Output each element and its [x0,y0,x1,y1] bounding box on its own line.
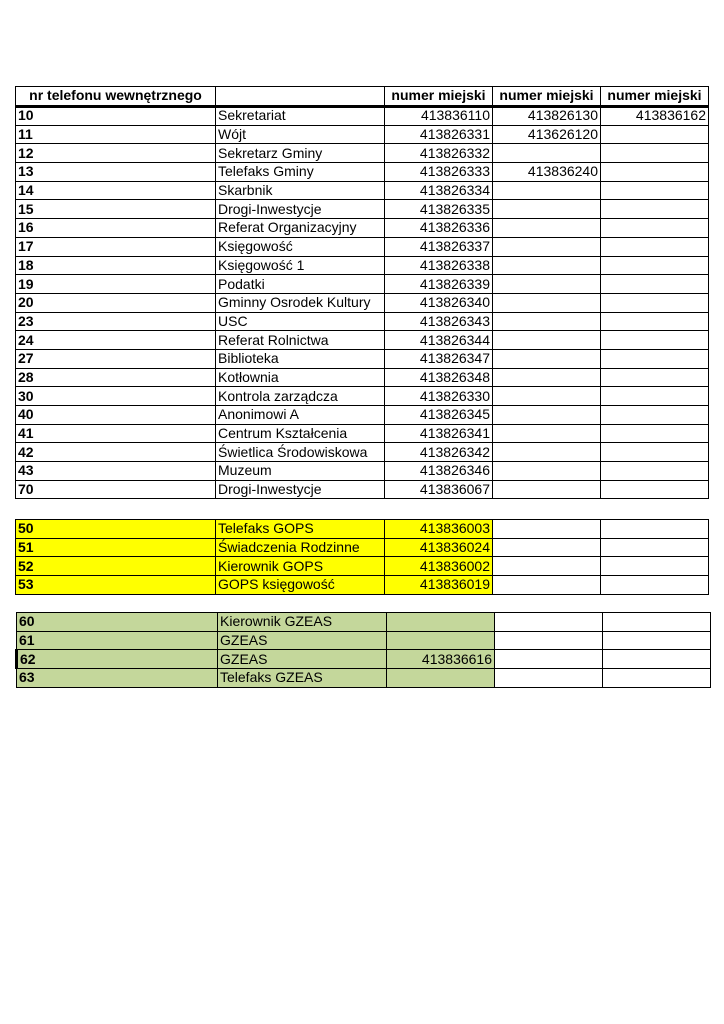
header-city-number-2[interactable]: numer miejski [493,87,601,107]
extension-cell[interactable]: 14 [16,181,216,200]
name-cell[interactable]: USC [216,312,385,331]
name-cell[interactable]: Księgowość 1 [216,256,385,275]
city-number-2-cell[interactable] [493,387,601,406]
city-number-1-cell[interactable]: 413826336 [385,219,493,238]
name-cell[interactable]: Centrum Kształcenia [216,424,385,443]
main-table [15,106,709,499]
table-row [16,144,709,163]
extension-cell[interactable]: 40 [16,406,216,425]
city-number-3-cell[interactable] [601,368,709,387]
city-number-3-cell[interactable] [601,576,709,595]
city-number-2-cell[interactable] [493,144,601,163]
city-number-3-cell[interactable]: 413836162 [601,107,709,126]
city-number-2-cell[interactable] [495,650,603,669]
table-row [16,349,709,368]
header-name[interactable] [216,87,385,107]
name-cell[interactable]: GZEAS [218,650,387,669]
city-number-2-cell[interactable] [495,613,603,632]
city-number-3-cell[interactable] [601,181,709,200]
city-number-2-cell[interactable] [495,669,603,688]
city-number-3-cell[interactable] [603,613,711,632]
table-row [16,237,709,256]
city-number-1-cell[interactable]: 413826332 [385,144,493,163]
extension-cell[interactable]: 60 [17,613,218,632]
table-row [16,480,709,499]
name-cell[interactable]: Drogi-Inwestycje [216,480,385,499]
extension-cell[interactable]: 28 [16,368,216,387]
extension-cell[interactable]: 20 [16,293,216,312]
city-number-3-cell[interactable] [601,275,709,294]
city-number-2-cell[interactable] [493,237,601,256]
extension-cell[interactable]: 27 [16,349,216,368]
extension-cell[interactable]: 16 [16,219,216,238]
name-cell[interactable]: Referat Organizacyjny [216,219,385,238]
name-cell[interactable]: GZEAS [218,631,387,650]
name-cell[interactable]: Gminny Osrodek Kultury [216,293,385,312]
header-table [15,86,709,108]
city-number-2-cell[interactable] [493,406,601,425]
city-number-1-cell[interactable]: 413826338 [385,256,493,275]
city-number-1-cell[interactable]: 413826346 [385,462,493,481]
city-number-3-cell[interactable] [601,538,709,557]
header-city-number-1[interactable]: numer miejski [385,87,493,107]
city-number-3-cell[interactable] [601,462,709,481]
name-cell[interactable]: Muzeum [216,462,385,481]
city-number-3-cell[interactable] [601,256,709,275]
name-cell[interactable]: Sekretarz Gminy [216,144,385,163]
city-number-3-cell[interactable] [601,557,709,576]
name-cell[interactable]: Drogi-Inwestycje [216,200,385,219]
city-number-3-cell[interactable] [601,163,709,182]
city-number-3-cell[interactable] [601,349,709,368]
extension-cell[interactable]: 13 [16,163,216,182]
table-row [16,107,709,126]
extension-cell[interactable]: 61 [17,631,218,650]
city-number-3-cell[interactable] [601,144,709,163]
city-number-3-cell[interactable] [601,293,709,312]
table-row [16,331,709,350]
city-number-3-cell[interactable] [603,631,711,650]
city-number-1-cell[interactable]: 413826343 [385,312,493,331]
name-cell[interactable]: Kierownik GZEAS [218,613,387,632]
city-number-2-cell[interactable] [493,424,601,443]
city-number-3-cell[interactable] [601,219,709,238]
city-number-1-cell[interactable] [387,669,495,688]
city-number-2-cell[interactable] [493,368,601,387]
extension-cell[interactable]: 30 [16,387,216,406]
city-number-3-cell[interactable] [603,669,711,688]
table-row [17,669,711,688]
table-row [16,181,709,200]
city-number-1-cell[interactable]: 413826347 [385,349,493,368]
city-number-1-cell[interactable] [387,613,495,632]
name-cell[interactable]: Biblioteka [216,349,385,368]
city-number-1-cell[interactable]: 413836110 [385,107,493,126]
table-row [16,520,709,539]
table-row [16,275,709,294]
table-row [16,443,709,462]
city-number-3-cell[interactable] [601,312,709,331]
table-row [17,650,711,669]
name-cell[interactable]: Kierownik GOPS [216,557,385,576]
city-number-2-cell[interactable] [493,520,601,539]
extension-cell[interactable]: 51 [16,538,216,557]
city-number-1-cell[interactable]: 413836019 [385,576,493,595]
gops-table [15,519,709,595]
name-cell[interactable]: Anonimowi A [216,406,385,425]
city-number-1-cell[interactable]: 413836003 [385,520,493,539]
city-number-1-cell[interactable]: 413826335 [385,200,493,219]
table-row [16,312,709,331]
city-number-3-cell[interactable] [601,237,709,256]
extension-cell[interactable]: 43 [16,462,216,481]
extension-cell[interactable]: 23 [16,312,216,331]
city-number-2-cell[interactable] [493,557,601,576]
extension-cell[interactable]: 41 [16,424,216,443]
city-number-3-cell[interactable] [601,480,709,499]
city-number-1-cell[interactable]: 413826339 [385,275,493,294]
city-number-2-cell[interactable] [493,293,601,312]
city-number-2-cell[interactable]: 413836240 [493,163,601,182]
gzeas-table [15,612,711,688]
table-row [16,219,709,238]
name-cell[interactable]: Skarbnik [216,181,385,200]
name-cell[interactable]: Telefaks Gminy [216,163,385,182]
city-number-1-cell[interactable]: 413836024 [385,538,493,557]
city-number-3-cell[interactable] [601,424,709,443]
header-extension[interactable]: nr telefonu wewnętrznego [16,87,216,107]
header-city-number-3[interactable]: numer miejski [601,87,709,107]
extension-cell[interactable]: 18 [16,256,216,275]
city-number-3-cell[interactable] [601,125,709,144]
city-number-2-cell[interactable] [493,349,601,368]
extension-cell[interactable]: 42 [16,443,216,462]
name-cell[interactable]: GOPS księgowość [216,576,385,595]
city-number-1-cell[interactable]: 413836067 [385,480,493,499]
city-number-1-cell[interactable]: 413826330 [385,387,493,406]
city-number-1-cell[interactable]: 413826337 [385,237,493,256]
city-number-1-cell[interactable]: 413826341 [385,424,493,443]
city-number-2-cell[interactable] [493,538,601,557]
name-cell[interactable]: Telefaks GZEAS [218,669,387,688]
city-number-3-cell[interactable] [603,650,711,669]
table-row [16,576,709,595]
city-number-1-cell[interactable]: 413826342 [385,443,493,462]
city-number-2-cell[interactable]: 413626120 [493,125,601,144]
city-number-3-cell[interactable] [601,387,709,406]
city-number-2-cell[interactable] [493,331,601,350]
table-row [16,557,709,576]
name-cell[interactable]: Podatki [216,275,385,294]
city-number-1-cell[interactable]: 413826334 [385,181,493,200]
extension-cell[interactable]: 15 [16,200,216,219]
extension-cell[interactable]: 11 [16,125,216,144]
name-cell[interactable]: Wójt [216,125,385,144]
extension-cell[interactable]: 70 [16,480,216,499]
table-row [16,538,709,557]
city-number-2-cell[interactable] [493,312,601,331]
city-number-2-cell[interactable] [493,181,601,200]
table-row [16,125,709,144]
extension-cell[interactable]: 50 [16,520,216,539]
name-cell[interactable]: Świadczenia Rodzinne [216,538,385,557]
table-row [16,424,709,443]
city-number-1-cell[interactable] [387,631,495,650]
city-number-1-cell[interactable]: 413836616 [387,650,495,669]
table-row [16,256,709,275]
table-row [16,368,709,387]
city-number-1-cell[interactable]: 413826348 [385,368,493,387]
extension-cell[interactable]: 24 [16,331,216,350]
table-row [17,631,711,650]
city-number-3-cell[interactable] [601,200,709,219]
extension-cell[interactable]: 62 [17,650,218,669]
city-number-2-cell[interactable] [493,576,601,595]
city-number-3-cell[interactable] [601,443,709,462]
table-row [16,293,709,312]
city-number-2-cell[interactable] [493,480,601,499]
city-number-2-cell[interactable] [493,256,601,275]
name-cell[interactable]: Referat Rolnictwa [216,331,385,350]
city-number-2-cell[interactable] [493,443,601,462]
table-row [16,163,709,182]
extension-cell[interactable]: 63 [17,669,218,688]
name-cell[interactable]: Kontrola zarządcza [216,387,385,406]
city-number-2-cell[interactable] [493,275,601,294]
header-row [16,87,709,107]
extension-cell[interactable]: 53 [16,576,216,595]
extension-cell[interactable]: 10 [16,107,216,126]
city-number-3-cell[interactable] [601,520,709,539]
city-number-2-cell[interactable] [493,219,601,238]
city-number-1-cell[interactable]: 413826344 [385,331,493,350]
city-number-2-cell[interactable] [495,631,603,650]
name-cell[interactable]: Księgowość [216,237,385,256]
extension-cell[interactable]: 12 [16,144,216,163]
extension-cell[interactable]: 17 [16,237,216,256]
name-cell[interactable]: Świetlica Środowiskowa [216,443,385,462]
table-row [16,200,709,219]
extension-cell[interactable]: 52 [16,557,216,576]
name-cell[interactable]: Kotłownia [216,368,385,387]
table-row [16,387,709,406]
city-number-1-cell[interactable]: 413826340 [385,293,493,312]
city-number-1-cell[interactable]: 413836002 [385,557,493,576]
city-number-1-cell[interactable]: 413826331 [385,125,493,144]
city-number-3-cell[interactable] [601,331,709,350]
table-row [17,613,711,632]
city-number-2-cell[interactable]: 413826130 [493,107,601,126]
extension-cell[interactable]: 19 [16,275,216,294]
table-row [16,406,709,425]
name-cell[interactable]: Telefaks GOPS [216,520,385,539]
city-number-1-cell[interactable]: 413826333 [385,163,493,182]
city-number-2-cell[interactable] [493,200,601,219]
name-cell[interactable]: Sekretariat [216,107,385,126]
city-number-3-cell[interactable] [601,406,709,425]
city-number-1-cell[interactable]: 413826345 [385,406,493,425]
table-row [16,462,709,481]
city-number-2-cell[interactable] [493,462,601,481]
